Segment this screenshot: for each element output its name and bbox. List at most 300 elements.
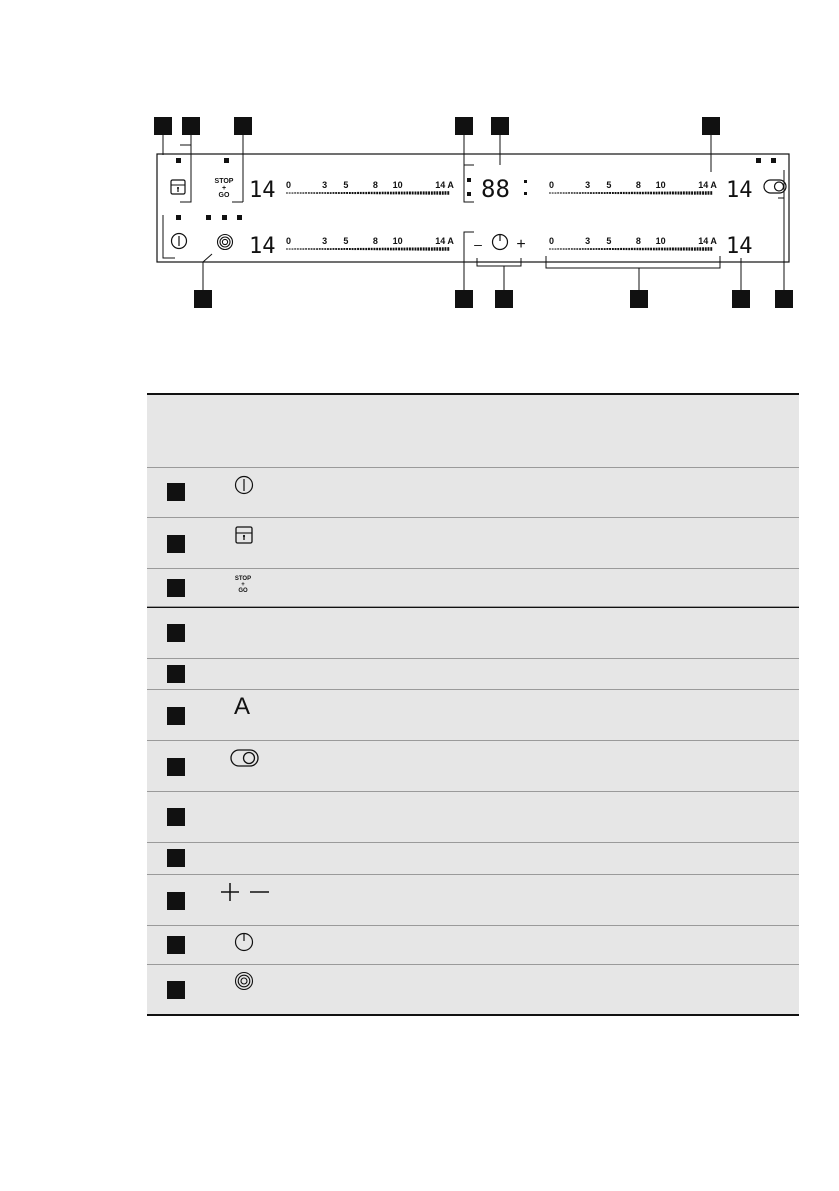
scale-segment — [401, 248, 403, 251]
scale-segment — [587, 192, 589, 194]
scale-segment — [568, 248, 570, 249]
scale-segment — [379, 248, 381, 250]
row-number-marker — [167, 624, 185, 642]
scale-label: 0 — [286, 236, 292, 246]
scale-segment — [579, 192, 581, 193]
scale-segment — [292, 193, 294, 194]
scale-segment — [639, 192, 641, 194]
bridge-icon — [764, 180, 786, 193]
scale-segment — [404, 248, 406, 251]
scale-segment — [379, 192, 381, 194]
row-number-marker — [167, 981, 185, 999]
scale-segment — [620, 192, 622, 194]
scale-segment — [585, 248, 587, 250]
scale-segment — [374, 248, 376, 250]
scale-segment — [628, 248, 630, 250]
scale-segment — [368, 248, 370, 250]
scale-segment — [406, 192, 408, 195]
row-number-marker — [167, 579, 185, 597]
scale-segment — [286, 193, 288, 194]
scale-segment — [565, 248, 567, 249]
scale-segment — [384, 192, 386, 195]
scale-segment — [678, 248, 680, 251]
scale-segment — [623, 248, 625, 250]
scale-segment — [423, 247, 425, 250]
scale-segment — [688, 191, 690, 194]
scale-segment — [672, 248, 674, 251]
scale-segment — [631, 192, 633, 194]
scale-segment — [363, 248, 365, 250]
row-number-marker — [167, 808, 185, 826]
scale-segment — [557, 248, 559, 249]
table-row — [147, 926, 799, 965]
scale-segment — [439, 191, 441, 194]
scale-segment — [669, 248, 671, 251]
scale-segment — [376, 248, 378, 250]
scale-segment — [574, 192, 576, 193]
scale-segment — [593, 192, 595, 194]
scale-segment — [352, 248, 354, 250]
row-number-marker — [167, 707, 185, 725]
scale-segment — [645, 192, 647, 195]
scale-segment — [420, 191, 422, 194]
scale-segment — [574, 248, 576, 249]
indicator-dot — [771, 158, 776, 163]
scale-segment — [691, 191, 693, 194]
scale-segment — [319, 248, 321, 250]
row-number-marker — [167, 483, 185, 501]
row-number-marker — [167, 665, 185, 683]
scale-label: 3 — [322, 236, 328, 246]
scale-segment — [606, 248, 608, 250]
plus-icon: + — [516, 236, 526, 253]
scale-segment — [661, 248, 663, 251]
scale-segment — [308, 192, 310, 193]
scale-label: 10 — [392, 180, 403, 190]
scale-segment — [436, 191, 438, 194]
indicator-dot — [224, 158, 229, 163]
scale-segment — [316, 192, 318, 193]
scale-segment — [686, 247, 688, 250]
scale-segment — [563, 192, 565, 193]
scale-segment — [395, 248, 397, 251]
timer-icon — [493, 235, 508, 250]
scale-label: 8 — [372, 180, 378, 190]
scale-segment — [434, 247, 436, 250]
scale-segment — [313, 248, 315, 249]
scale-segment — [576, 248, 578, 249]
row-number-marker — [167, 849, 185, 867]
scale-segment — [311, 192, 313, 193]
scale-segment — [390, 192, 392, 195]
scale-segment — [390, 248, 392, 251]
scale-segment — [565, 192, 567, 193]
scale-segment — [647, 248, 649, 251]
scale-segment — [568, 192, 570, 193]
scale-segment — [560, 192, 562, 193]
scale-segment — [428, 247, 430, 250]
scale-segment — [327, 248, 329, 250]
scale-segment — [549, 193, 551, 194]
scale-segment — [560, 248, 562, 249]
power-level-display: 14 — [726, 178, 753, 203]
scale-segment — [409, 192, 411, 195]
scale-segment — [571, 192, 573, 193]
control-panel-diagram — [0, 0, 839, 340]
indicator-dot — [237, 215, 242, 220]
scale-segment — [555, 249, 557, 250]
scale-segment — [412, 192, 414, 195]
scale-segment — [305, 192, 307, 193]
indicator-dot — [756, 158, 761, 163]
scale-segment — [683, 191, 685, 194]
minus-icon: – — [474, 236, 482, 252]
scale-segment — [297, 192, 299, 193]
scale-segment — [557, 192, 559, 193]
scale-segment — [343, 248, 345, 250]
table-row — [147, 792, 799, 843]
scale-segment — [313, 192, 315, 193]
table-row — [147, 569, 799, 607]
scale-segment — [352, 192, 354, 194]
scale-label: 10 — [655, 180, 666, 190]
scale-segment — [401, 192, 403, 195]
scale-segment — [425, 247, 427, 250]
scale-segment — [699, 247, 701, 250]
scale-segment — [615, 192, 617, 194]
scale-segment — [382, 248, 384, 251]
scale-segment — [699, 191, 701, 194]
scale-label: 3 — [322, 180, 328, 190]
table-row — [147, 875, 799, 926]
scale-segment — [642, 248, 644, 250]
scale-segment — [346, 248, 348, 250]
scale-segment — [639, 248, 641, 250]
scale-segment — [319, 192, 321, 194]
scale-segment — [617, 192, 619, 194]
scale-segment — [555, 193, 557, 194]
scale-segment — [656, 192, 658, 195]
letter-a-icon: A — [234, 693, 251, 720]
scale-label: 5 — [606, 236, 612, 246]
scale-segment — [710, 191, 712, 195]
scale-segment — [297, 248, 299, 249]
timer-display: 88 — [481, 175, 510, 203]
row-number-marker — [167, 892, 185, 910]
table-row — [147, 843, 799, 875]
scale-segment — [442, 247, 444, 250]
scale-segment — [642, 192, 644, 194]
scale-segment — [710, 247, 712, 251]
scale-label: 0 — [286, 180, 292, 190]
scale-segment — [664, 248, 666, 251]
scale-segment — [289, 193, 291, 194]
scale-segment — [360, 248, 362, 250]
scale-segment — [395, 192, 397, 195]
lock-icon — [234, 525, 274, 549]
scale-segment — [428, 191, 430, 194]
table-row — [147, 607, 799, 659]
scale-segment — [322, 192, 324, 194]
scale-segment — [601, 192, 603, 194]
scale-segment — [387, 192, 389, 195]
scale-segment — [341, 192, 343, 194]
scale-segment — [341, 248, 343, 250]
scale-segment — [631, 248, 633, 250]
scale-segment — [579, 248, 581, 249]
scale-segment — [598, 192, 600, 194]
scale-segment — [333, 248, 335, 250]
scale-segment — [672, 192, 674, 195]
scale-segment — [447, 247, 449, 251]
row-number-marker — [167, 535, 185, 553]
scale-segment — [406, 248, 408, 251]
scale-segment — [661, 192, 663, 195]
scale-segment — [590, 248, 592, 250]
scale-segment — [680, 248, 682, 251]
scale-label: 5 — [606, 180, 612, 190]
scale-segment — [324, 192, 326, 194]
scale-segment — [316, 248, 318, 249]
scale-label: 14 A — [698, 180, 717, 190]
scale-segment — [667, 248, 669, 251]
scale-segment — [434, 191, 436, 194]
scale-segment — [628, 192, 630, 194]
scale-segment — [294, 248, 296, 249]
scale-segment — [354, 192, 356, 194]
scale-segment — [431, 191, 433, 194]
scale-segment — [637, 192, 639, 194]
scale-segment — [371, 192, 373, 194]
indicator-dot — [176, 215, 181, 220]
scale-segment — [590, 192, 592, 194]
scale-segment — [582, 248, 584, 250]
scale-label: 8 — [372, 236, 378, 246]
scale-segment — [571, 248, 573, 249]
scale-segment — [697, 247, 699, 250]
scale-label: 10 — [392, 236, 403, 246]
row-number-marker — [167, 936, 185, 954]
scale-segment — [409, 248, 411, 251]
scale-segment — [330, 192, 332, 194]
scale-segment — [593, 248, 595, 250]
table-row — [147, 518, 799, 569]
scale-segment — [357, 192, 359, 194]
scale-label: 14 A — [435, 236, 454, 246]
table-row — [147, 468, 799, 518]
scale-segment — [694, 191, 696, 194]
scale-segment — [368, 192, 370, 194]
scale-segment — [294, 192, 296, 193]
scale-segment — [680, 192, 682, 195]
timer-icon — [234, 931, 274, 955]
scale-segment — [650, 192, 652, 195]
scale-segment — [612, 248, 614, 250]
scale-segment — [647, 192, 649, 195]
scale-segment — [697, 191, 699, 194]
scale-segment — [598, 248, 600, 250]
scale-segment — [311, 248, 313, 249]
table-row — [147, 659, 799, 690]
scale-segment — [653, 192, 655, 195]
scale-label: 14 A — [435, 180, 454, 190]
scale-segment — [415, 248, 417, 251]
scale-segment — [445, 247, 447, 251]
scale-segment — [343, 192, 345, 194]
bridge-icon — [229, 748, 269, 772]
scale-segment — [371, 248, 373, 250]
scale-segment — [335, 248, 337, 250]
table-row — [147, 965, 799, 1016]
scale-segment — [354, 248, 356, 250]
scale-label: 8 — [635, 236, 641, 246]
scale-segment — [425, 191, 427, 194]
scale-segment — [412, 248, 414, 251]
scale-segment — [702, 247, 704, 250]
scale-segment — [393, 248, 395, 251]
scale-segment — [658, 248, 660, 251]
indicator-dot — [206, 215, 211, 220]
scale-segment — [398, 248, 400, 251]
scale-segment — [292, 249, 294, 250]
scale-segment — [626, 248, 628, 250]
svg-text:+: + — [221, 185, 227, 192]
lock-icon — [171, 180, 185, 194]
pan-icon — [234, 971, 274, 995]
scale-segment — [552, 249, 554, 250]
power-level-display: 14 — [249, 234, 276, 259]
scale-segment — [650, 248, 652, 251]
scale-segment — [349, 192, 351, 194]
scale-segment — [623, 192, 625, 194]
scale-segment — [694, 247, 696, 250]
scale-segment — [708, 247, 710, 251]
plus-minus-icon — [219, 881, 275, 905]
scale-segment — [420, 247, 422, 250]
scale-segment — [404, 192, 406, 195]
scale-segment — [708, 191, 710, 195]
scale-label: 14 A — [698, 236, 717, 246]
indicator-dot — [176, 158, 181, 163]
scale-segment — [436, 247, 438, 250]
scale-segment — [705, 191, 707, 194]
power-icon — [233, 474, 273, 498]
scale-segment — [675, 192, 677, 195]
scale-segment — [585, 192, 587, 194]
scale-segment — [387, 248, 389, 251]
scale-segment — [683, 247, 685, 250]
power-level-display: 14 — [249, 178, 276, 203]
table-row — [147, 690, 799, 741]
scale-segment — [302, 192, 304, 193]
scale-segment — [691, 247, 693, 250]
scale-label: 0 — [549, 236, 555, 246]
scale-segment — [705, 247, 707, 250]
scale-segment — [617, 248, 619, 250]
scale-segment — [333, 192, 335, 194]
scale-segment — [688, 247, 690, 250]
scale-segment — [382, 192, 384, 195]
scale-segment — [615, 248, 617, 250]
scale-label: 5 — [343, 180, 349, 190]
scale-segment — [376, 192, 378, 194]
scale-segment — [604, 248, 606, 250]
scale-segment — [417, 192, 419, 195]
scale-segment — [302, 248, 304, 249]
scale-segment — [431, 247, 433, 250]
power-level-display: 14 — [726, 234, 753, 259]
scale-segment — [637, 248, 639, 250]
scale-segment — [664, 192, 666, 195]
scale-label: 8 — [635, 180, 641, 190]
scale-segment — [596, 248, 598, 250]
scale-segment — [675, 248, 677, 251]
pan-icon — [218, 235, 233, 250]
scale-segment — [587, 248, 589, 250]
scale-segment — [305, 248, 307, 249]
scale-segment — [596, 192, 598, 194]
scale-segment — [442, 191, 444, 194]
scale-segment — [365, 192, 367, 194]
scale-segment — [338, 192, 340, 194]
scale-segment — [620, 248, 622, 250]
table-row — [147, 741, 799, 792]
scale-segment — [308, 248, 310, 249]
scale-segment — [601, 248, 603, 250]
scale-segment — [626, 192, 628, 194]
function-table — [147, 393, 799, 1016]
scale-segment — [658, 192, 660, 195]
scale-label: 10 — [655, 236, 666, 246]
scale-segment — [686, 191, 688, 194]
scale-segment — [606, 192, 608, 194]
stop-go-label: STOP — [214, 178, 234, 185]
scale-segment — [357, 248, 359, 250]
scale-segment — [702, 191, 704, 194]
scale-label: 3 — [585, 180, 591, 190]
scale-label: 0 — [549, 180, 555, 190]
scale-segment — [653, 248, 655, 251]
scale-segment — [286, 249, 288, 250]
scale-segment — [669, 192, 671, 195]
scale-segment — [398, 192, 400, 195]
indicator-dot — [222, 215, 227, 220]
scale-segment — [365, 248, 367, 250]
scale-segment — [612, 192, 614, 194]
scale-label: 5 — [343, 236, 349, 246]
scale-segment — [415, 192, 417, 195]
scale-segment — [656, 248, 658, 251]
stop-go-icon: STOP + GO — [234, 576, 252, 594]
scale-segment — [678, 192, 680, 195]
scale-segment — [330, 248, 332, 250]
scale-segment — [634, 192, 636, 194]
scale-segment — [549, 249, 551, 250]
scale-segment — [552, 193, 554, 194]
scale-segment — [360, 192, 362, 194]
scale-segment — [423, 191, 425, 194]
scale-segment — [634, 248, 636, 250]
scale-segment — [667, 192, 669, 195]
scale-segment — [374, 192, 376, 194]
scale-segment — [439, 247, 441, 250]
scale-segment — [393, 192, 395, 195]
scale-segment — [445, 191, 447, 195]
table-header — [147, 393, 799, 468]
scale-segment — [363, 192, 365, 194]
scale-segment — [322, 248, 324, 250]
scale-segment — [645, 248, 647, 251]
